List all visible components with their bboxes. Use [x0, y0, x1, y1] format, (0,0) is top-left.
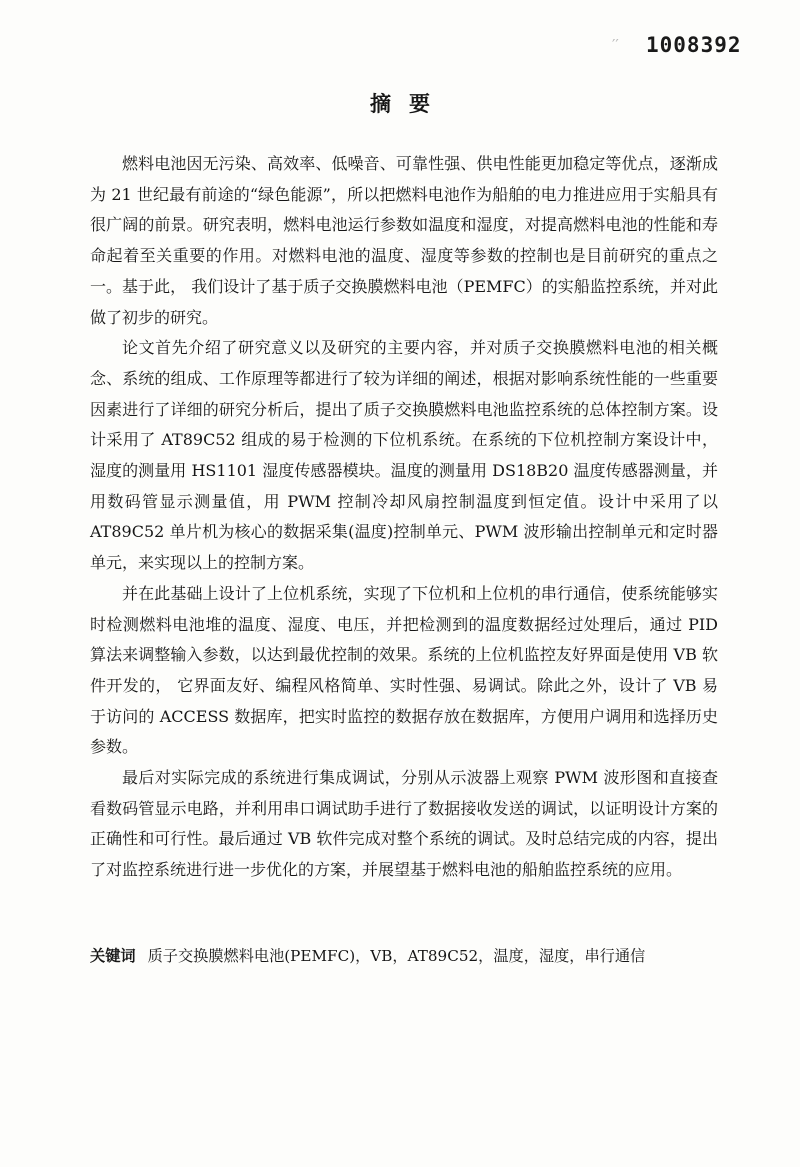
abstract-paragraph-4: 最后对实际完成的系统进行集成调试，分别从示波器上观察 PWM 波形图和直接查看数码管显示电路，并利用串口调试助手进行了数据接收发送的调试，以证明设计方案的正确性和可行性。最后通过 VB 软件完成对整个系统的调试。及时总结完成的内容，提出了对监控系统进行进一步优化的方案，并展望基于燃料电池的船舶监控系统的应用。 [90, 768, 718, 880]
abstract-paragraph-2: 论文首先介绍了研究意义以及研究的主要内容，并对质子交换膜燃料电池的相关概念、系统的组成、工作原理等都进行了较为详细的阐述，根据对影响系统性能的一些重要因素进行了详细的研究分析后，提出了质子交换膜燃料电池监控系统的总体控制方案。设计采用了 AT89C52 组成的易于检测的下位机系统。在系统的下位机控制方案设计中，湿度的测量用 HS1101 湿度传感器模块。温度的测量用 DS18B20 温度传感器测量，并用数码管显示测量值，用 PWM 控制冷却风扇控制温度到恒定值。设计中采用了以 AT89C52 单片机为核心的数据采集(温度)控制单元、PWM 波形输出控制单元和定时器单元，来实现以上的控制方案。 [90, 338, 718, 573]
keywords-text: 质子交换膜燃料电池(PEMFC)，VB，AT89C52，温度，湿度，串行通信 [147, 947, 646, 965]
abstract-paragraph-3: 并在此基础上设计了上位机系统，实现了下位机和上位机的串行通信，使系统能够实时检测燃料电池堆的温度、湿度、电压，并把检测到的温度数据经过处理后，通过 PID 算法来调整输入参数，以达到最优控制的效果。系统的上位机监控友好界面是使用 VB 软件开发的， 它界面友好、编程风格简单、实时性强、易调试。除此之外，设计了 VB 易于访问的 ACCESS 数据库，把实时监控的数据存放在数据库，方便用户调用和选择历史参数。 [90, 583, 718, 757]
scan-mark: ′′ [612, 36, 619, 54]
keywords-line [90, 944, 730, 968]
document-id-number: 1008392 [646, 33, 742, 57]
abstract-paragraph-1: 燃料电池因无污染、高效率、低噪音、可靠性强、供电性能更加稳定等优点，逐渐成为 21 世纪最有前途的“绿色能源”，所以把燃料电池作为船舶的电力推进应用于实船具有很广阔的前景。研究表明，燃料电池运行参数如温度和湿度，对提高燃料电池的性能和寿命起着至关重要的作用。对燃料电池的温度、湿度等参数的控制也是目前研究的重点之一。基于此， 我们设计了基于质子交换膜燃料电池（PEMFC）的实船监控系统，并对此做了初步的研究。 [90, 154, 718, 327]
keywords-label: 关键词 [90, 947, 136, 965]
abstract-body [90, 149, 718, 886]
page-title: 摘要 [370, 92, 448, 116]
